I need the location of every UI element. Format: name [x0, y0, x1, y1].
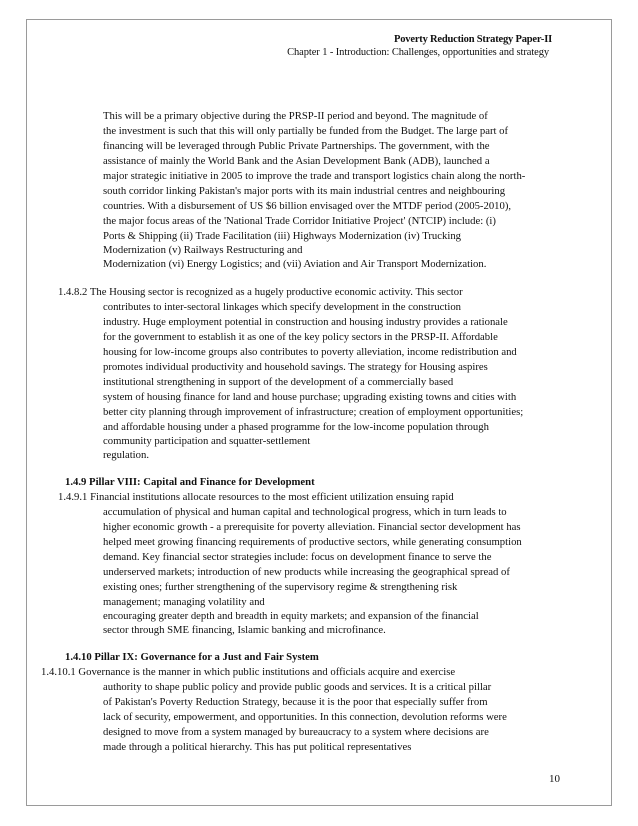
- section-paragraph-start: 1.4.9.1 Financial institutions allocate resources to the most efficient utilization ensuing rapid: [58, 491, 454, 503]
- text-line: This will be a primary objective during the PRSP-II period and beyond. The magnitude of: [103, 110, 488, 122]
- text-line: designed to move from a system managed by bureaucracy to a system where decisions are: [103, 726, 489, 738]
- text-line: major strategic initiative in 2005 to improve the trade and transport logistics chain along the north-: [103, 170, 526, 182]
- text-line: financing will be leveraged through Public Private Partnerships. The government, with the: [103, 140, 490, 152]
- text-line: better city planning through improvement of infrastructure; creation of employment opportunities;: [103, 406, 524, 418]
- text-line: regulation.: [103, 449, 150, 461]
- text-line: sector through SME financing, Islamic banking and microfinance.: [103, 624, 386, 636]
- text-line: made through a political hierarchy. This has put political representatives: [103, 741, 412, 753]
- text-line: industry. Huge employment potential in construction and housing industry provides a rationale: [103, 316, 508, 328]
- chapter-title: Chapter 1 - Introduction: Challenges, opportunities and strategy: [287, 47, 549, 58]
- text-line: assistance of mainly the World Bank and the Asian Development Bank (ADB), launched a: [103, 155, 490, 167]
- text-line: community participation and squatter-settlement: [103, 435, 311, 447]
- report-title: Poverty Reduction Strategy Paper-II: [394, 34, 552, 45]
- section-paragraph-start: 1.4.8.2 The Housing sector is recognized as a hugely productive economic activity. This sector: [58, 286, 463, 298]
- text-line: Ports & Shipping (ii) Trade Facilitation (iii) Highways Modernization (iv) Trucking: [103, 230, 462, 242]
- page-number: 10: [549, 773, 560, 785]
- text-line: promotes individual productivity and household savings. The strategy for Housing aspires: [103, 361, 488, 373]
- text-line: south corridor linking Pakistan's major ports with its main industrial centres and neighbouring: [103, 185, 506, 197]
- text-line: authority to shape public policy and provide public goods and services. It is a critical pillar: [103, 681, 492, 693]
- text-line: helped meet growing financing requirements of productive sectors, while generating consumption: [103, 536, 522, 548]
- text-line: Modernization (vi) Energy Logistics; and (vii) Aviation and Air Transport Modernization.: [103, 258, 487, 270]
- text-line: encouraging greater depth and breadth in equity markets; and expansion of the financial: [103, 610, 479, 622]
- section-heading: 1.4.9 Pillar VIII: Capital and Finance for Development: [65, 476, 315, 488]
- text-line: lack of security, empowerment, and opportunities. In this connection, devolution reforms were: [103, 711, 507, 723]
- text-line: underserved markets; introduction of new products while increasing the geographical spread of: [103, 566, 510, 578]
- text-line: demand. Key financial sector strategies include: focus on development finance to serve the: [103, 551, 492, 563]
- text-line: contributes to inter-sectoral linkages which specify development in the construction: [103, 301, 462, 313]
- text-line: institutional strengthening in support of the development of a commercially based: [103, 376, 454, 388]
- text-line: accumulation of physical and human capital and technological progress, which in turn leads to: [103, 506, 507, 518]
- text-line: and affordable housing under a phased programme for the low-income population through: [103, 421, 489, 433]
- text-line: system of housing finance for land and house purchase; upgrading existing towns and cities with: [103, 391, 517, 403]
- text-line: countries. With a disbursement of US $6 billion envisaged over the MTDF period (2005-2010),: [103, 200, 512, 212]
- text-line: the major focus areas of the 'National Trade Corridor Initiative Project' (NTCIP) include: (i): [103, 215, 496, 227]
- text-line: housing for low-income groups also contributes to poverty alleviation, income redistribution and: [103, 346, 517, 358]
- text-line: management; managing volatility and: [103, 596, 265, 608]
- text-line: higher economic growth - a prerequisite for poverty alleviation. Financial sector development has: [103, 521, 521, 533]
- text-line: Modernization (v) Railways Restructuring and: [103, 244, 303, 256]
- text-line: for the government to establish it as one of the key policy sectors in the PRSP-II. Affordable: [103, 331, 498, 343]
- text-line: of Pakistan's Poverty Reduction Strategy, because it is the poor that especially suffer from: [103, 696, 488, 708]
- text-line: existing ones; further strengthening of the supervisory regime & strengthening risk: [103, 581, 458, 593]
- section-heading: 1.4.10 Pillar IX: Governance for a Just and Fair System: [65, 651, 319, 663]
- text-line: the investment is such that this will only partially be funded from the Budget. The large part of: [103, 125, 509, 137]
- section-paragraph-start: 1.4.10.1 Governance is the manner in which public institutions and officials acquire and exercise: [41, 666, 456, 678]
